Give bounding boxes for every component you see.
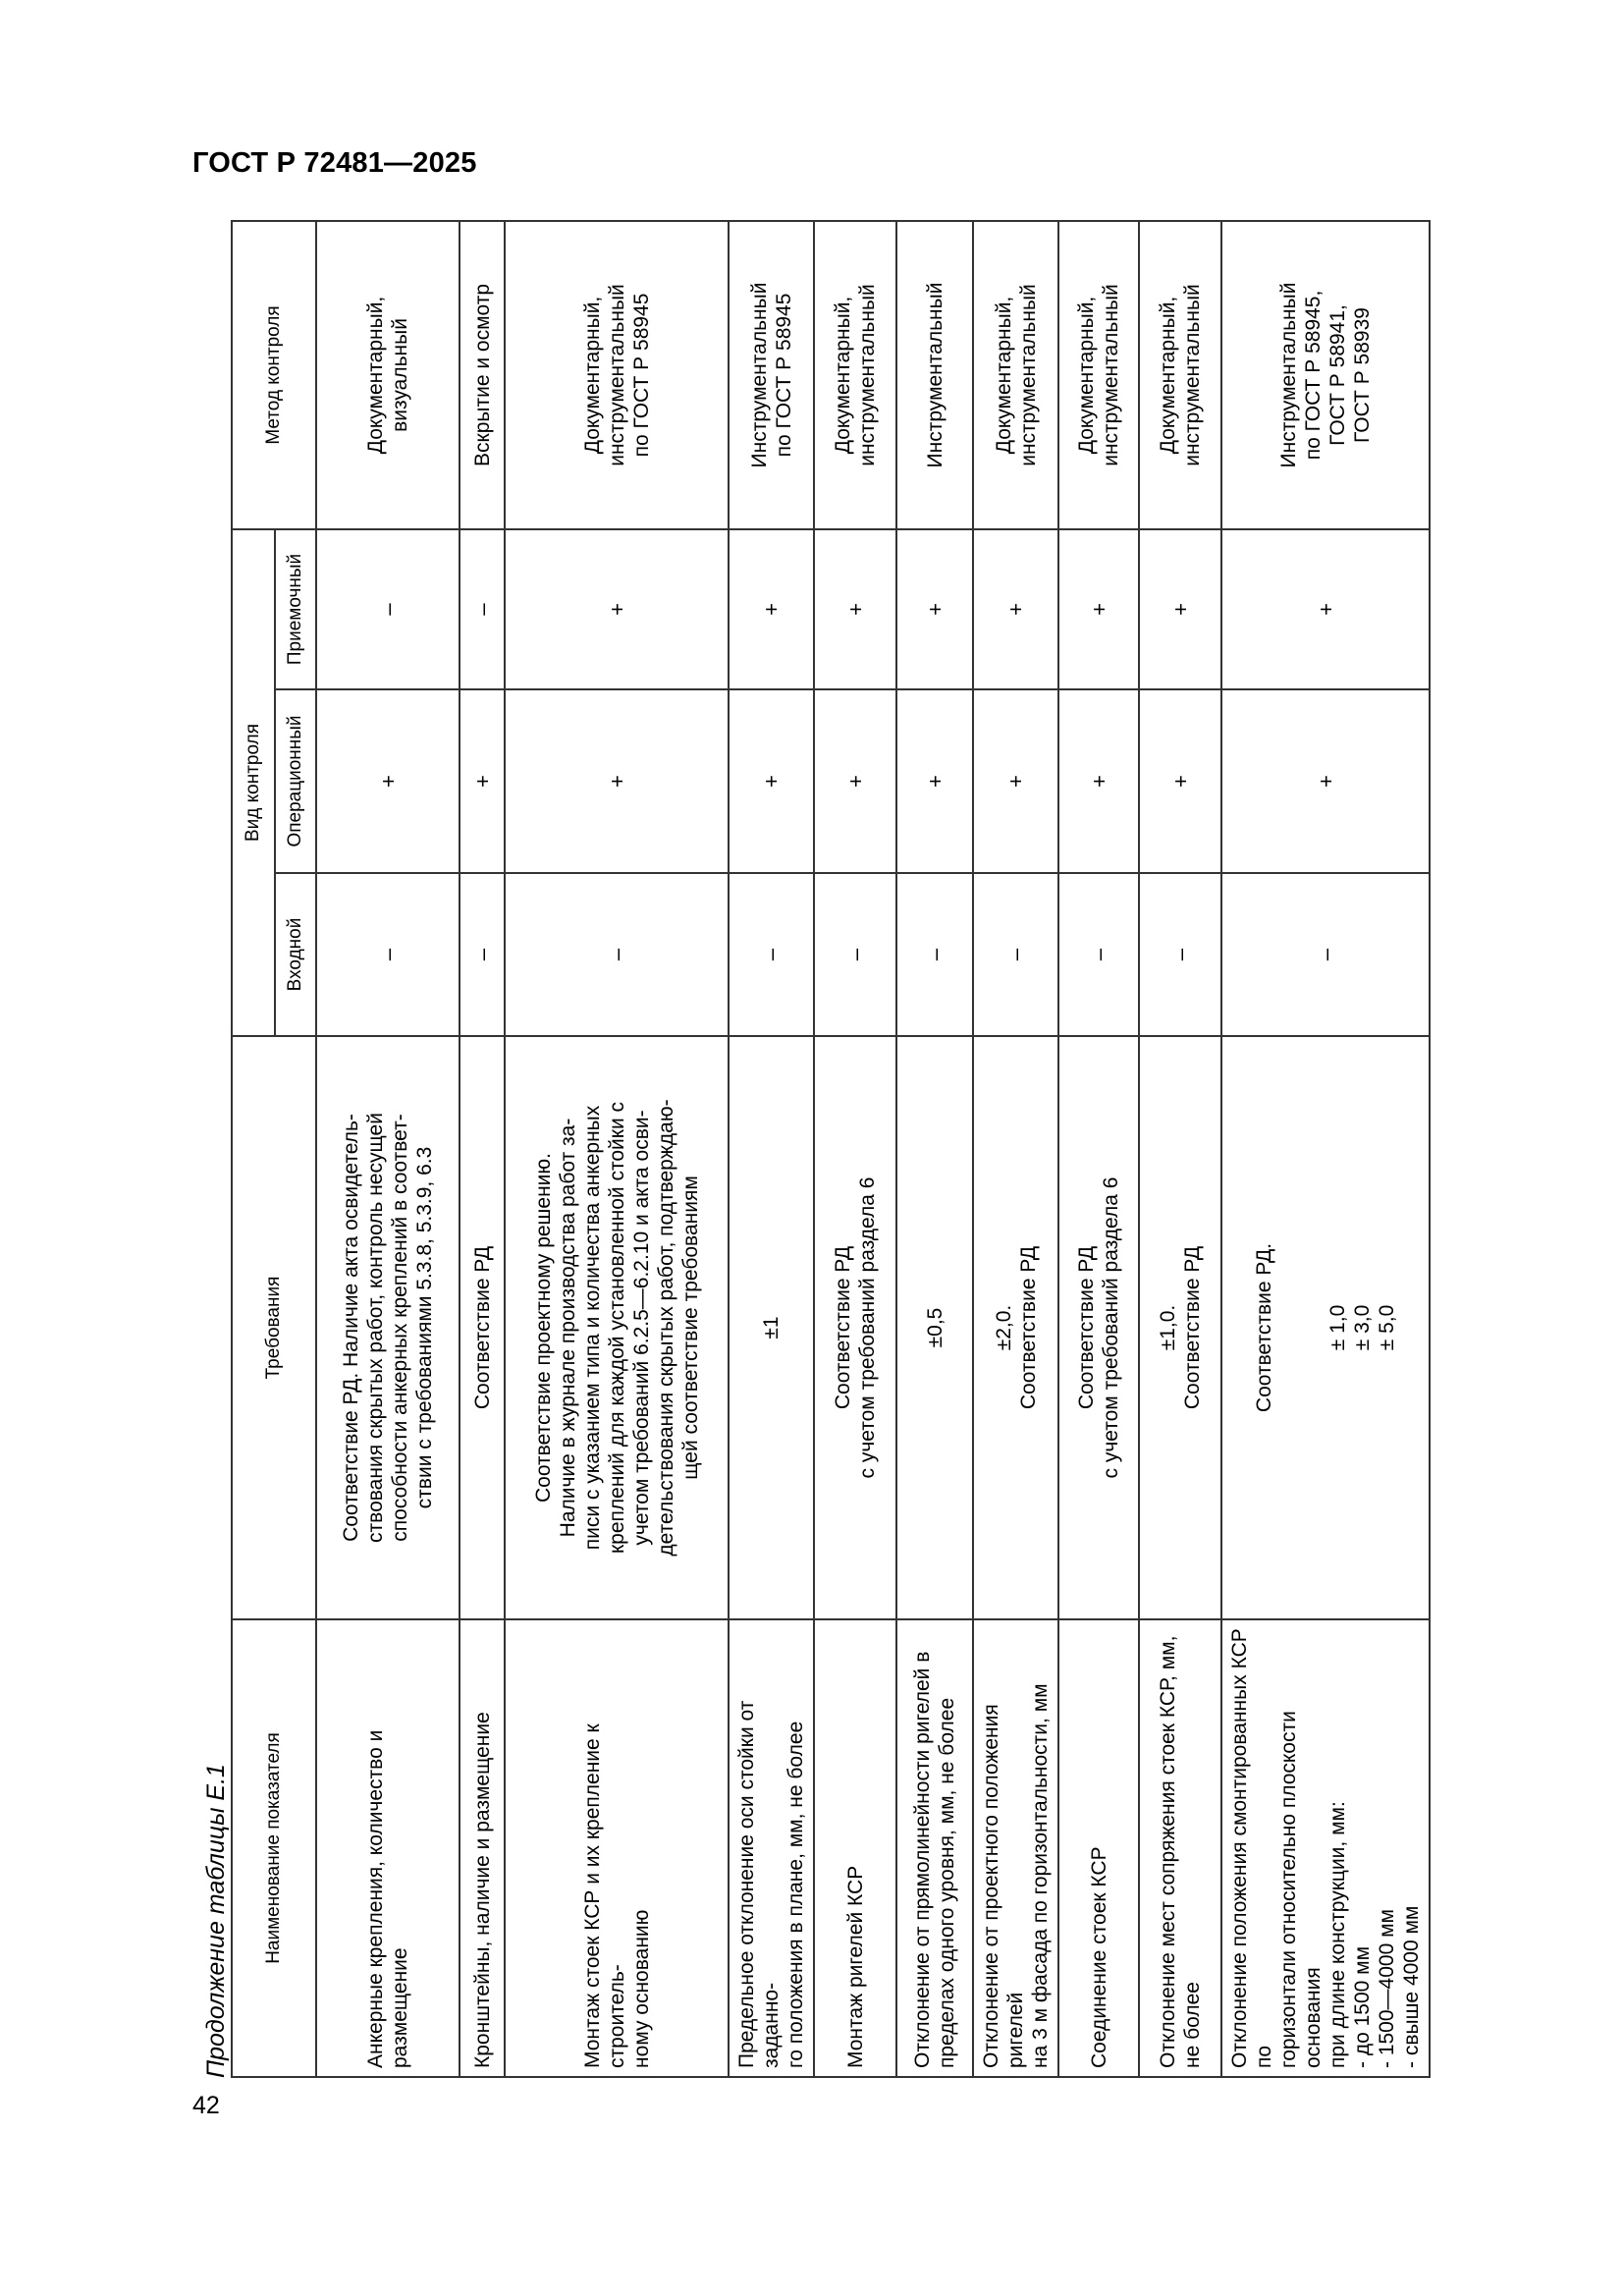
table-row bbox=[505, 221, 729, 2077]
row-acceptance: + bbox=[973, 529, 1058, 689]
row-method: Инструментальный по ГОСТ Р 58945 bbox=[729, 221, 814, 529]
table-row bbox=[1139, 221, 1221, 2077]
row-acceptance: + bbox=[1139, 529, 1221, 689]
table-row bbox=[460, 221, 505, 2077]
row-method: Документарный, инструментальный bbox=[1058, 221, 1139, 529]
row-incoming: – bbox=[896, 873, 973, 1036]
row-name: Кронштейны, наличие и размещение bbox=[460, 1619, 505, 2077]
row-acceptance: + bbox=[729, 529, 814, 689]
row-method: Документарный, инструментальный bbox=[973, 221, 1058, 529]
table-caption: Продолжение таблицы Е.1 bbox=[202, 1764, 230, 2078]
header-requirements: Требования bbox=[232, 1036, 316, 1619]
row-name: Соединение стоек КСР bbox=[1058, 1619, 1139, 2077]
table-row bbox=[316, 221, 460, 2077]
row-operational: + bbox=[814, 689, 896, 873]
row-method: Документарный, инструментальный по ГОСТ Р 58945 bbox=[505, 221, 729, 529]
header-name: Наименование показателя bbox=[232, 1619, 316, 2077]
row-operational: + bbox=[973, 689, 1058, 873]
table-row bbox=[973, 221, 1058, 2077]
table-row bbox=[1058, 221, 1139, 2077]
row-operational: + bbox=[1058, 689, 1139, 873]
row-incoming: – bbox=[729, 873, 814, 1036]
row-requirements: Соответствие РД с учетом требований раздела 6 bbox=[814, 1036, 896, 1619]
row-name: Отклонение от проектного положения ригелей на 3 м фасада по горизонтальности, мм bbox=[973, 1619, 1058, 2077]
row-method: Инструментальный bbox=[896, 221, 973, 529]
row-incoming: – bbox=[460, 873, 505, 1036]
row-name: Монтаж стоек КСР и их крепление к строитель- ному основанию bbox=[505, 1619, 729, 2077]
row-acceptance: – bbox=[316, 529, 460, 689]
table-row bbox=[896, 221, 973, 2077]
row-incoming: – bbox=[316, 873, 460, 1036]
row-requirements: Соответствие РД с учетом требований раздела 6 bbox=[1058, 1036, 1139, 1619]
row-operational: + bbox=[1221, 689, 1430, 873]
row-requirements: ±0,5 bbox=[896, 1036, 973, 1619]
row-name: Анкерные крепления, количество и размещение bbox=[316, 1619, 460, 2077]
row-method: Инструментальный по ГОСТ Р 58945, ГОСТ Р 58941, ГОСТ Р 58939 bbox=[1221, 221, 1430, 529]
row-requirements: Соответствие РД. ± 1,0 ± 3,0 ± 5,0 bbox=[1221, 1036, 1430, 1619]
row-requirements: ±1 bbox=[729, 1036, 814, 1619]
row-name: Отклонение от прямолинейности ригелей в пределах одного уровня, мм, не более bbox=[896, 1619, 973, 2077]
control-table bbox=[231, 220, 1431, 2078]
row-requirements: Соответствие РД. Наличие акта освидетель- ствования скрытых работ, контроль несущей способности анкерных креплений в соответ- ствии с требованиями 5.3.8, 5.3.9, 6.3 bbox=[316, 1036, 460, 1619]
table-row bbox=[814, 221, 896, 2077]
row-method: Документарный, инструментальный bbox=[1139, 221, 1221, 529]
row-requirements: ±2,0. Соответствие РД bbox=[973, 1036, 1058, 1619]
row-incoming: – bbox=[814, 873, 896, 1036]
row-acceptance: + bbox=[505, 529, 729, 689]
row-acceptance: + bbox=[1058, 529, 1139, 689]
row-operational: + bbox=[896, 689, 973, 873]
row-name: Отклонение мест сопряжения стоек КСР, мм, не более bbox=[1139, 1619, 1221, 2077]
row-incoming: – bbox=[973, 873, 1058, 1036]
row-operational: + bbox=[1139, 689, 1221, 873]
row-operational: + bbox=[729, 689, 814, 873]
row-incoming: – bbox=[1221, 873, 1430, 1036]
row-acceptance: + bbox=[1221, 529, 1430, 689]
row-incoming: – bbox=[505, 873, 729, 1036]
document-header: ГОСТ Р 72481—2025 bbox=[192, 147, 477, 179]
row-requirements: ±1,0. Соответствие РД bbox=[1139, 1036, 1221, 1619]
row-name: Отклонение положения смонтированных КСР по горизонтали относительно плоскости основания при длине конструкции, мм: - до 1500 мм - 1500—4000 мм - свыше 4000 мм bbox=[1221, 1619, 1430, 2077]
row-operational: + bbox=[505, 689, 729, 873]
row-method: Документарный, визуальный bbox=[316, 221, 460, 529]
row-method: Вскрытие и осмотр bbox=[460, 221, 505, 529]
rotated-table-container bbox=[201, 222, 1423, 2078]
row-acceptance: + bbox=[896, 529, 973, 689]
row-name: Предельное отклонение оси стойки от заданно- го положения в плане, мм, не более bbox=[729, 1619, 814, 2077]
row-name: Монтаж ригелей КСР bbox=[814, 1619, 896, 2077]
page-number: 42 bbox=[192, 2092, 220, 2119]
header-method: Метод контроля bbox=[232, 221, 316, 529]
row-operational: + bbox=[316, 689, 460, 873]
table-row bbox=[729, 221, 814, 2077]
header-incoming: Входной bbox=[275, 873, 316, 1036]
row-requirements: Соответствие проектному решению. Наличие в журнале производства работ за- писи с указанием типа и количества анкерных креплений для каждой установленной стойки с учетом требований 6.2.5—6.2.10 и акта осви- детельствования скрытых работ, подтверждаю- щей соответствие требованиям bbox=[505, 1036, 729, 1619]
header-control-type: Вид контроля bbox=[232, 529, 275, 1036]
row-incoming: – bbox=[1139, 873, 1221, 1036]
header-operational: Операционный bbox=[275, 689, 316, 873]
row-acceptance: – bbox=[460, 529, 505, 689]
row-method: Документарный, инструментальный bbox=[814, 221, 896, 529]
row-incoming: – bbox=[1058, 873, 1139, 1036]
header-acceptance: Приемочный bbox=[275, 529, 316, 689]
row-requirements: Соответствие РД bbox=[460, 1036, 505, 1619]
row-acceptance: + bbox=[814, 529, 896, 689]
row-operational: + bbox=[460, 689, 505, 873]
table-row bbox=[1221, 221, 1430, 2077]
